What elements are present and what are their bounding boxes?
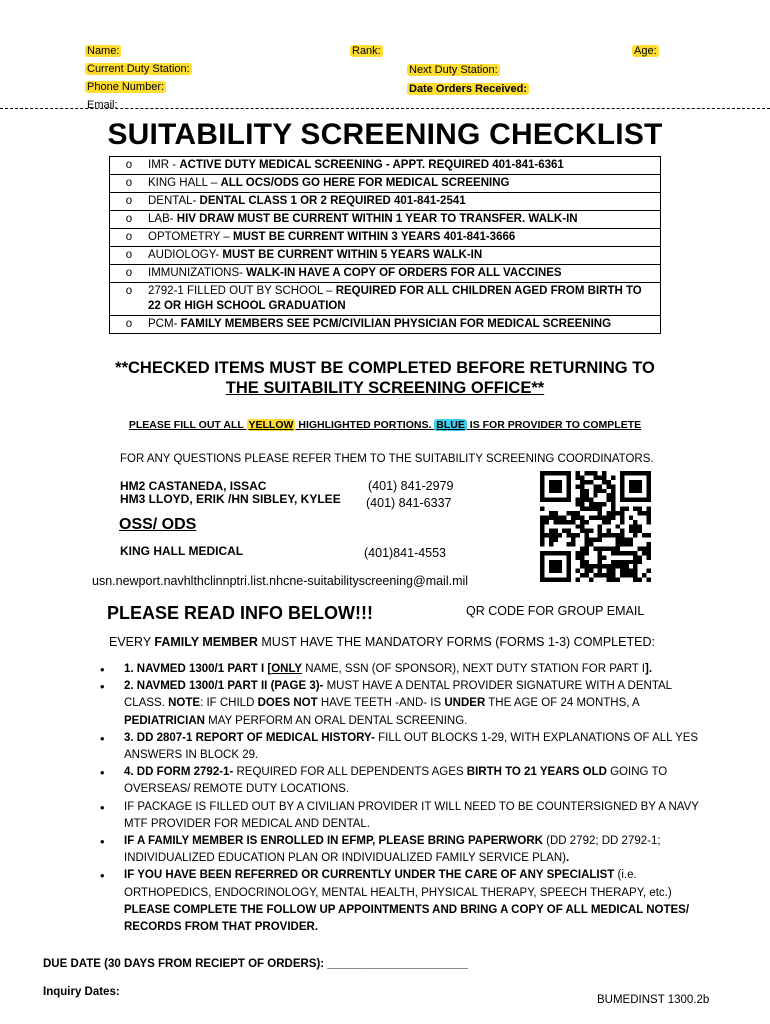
age-label: Age: [634,45,657,57]
checked-notice-line1: **CHECKED ITEMS MUST BE COMPLETED BEFORE RETURNING TO [115,359,655,377]
info-text-segment: IF A FAMILY MEMBER IS ENROLLED IN EFMP, PLEASE BRING PAPERWORK [124,835,547,848]
next-duty-station-field[interactable] [407,63,500,77]
checklist-row [110,283,661,316]
king-hall-phone: (401)841-4553 [364,546,447,560]
rank-label: Rank: [352,45,381,57]
checklist-row [110,193,661,211]
checkbox-bullet[interactable]: o [110,247,149,265]
info-text-segment: IF YOU HAVE BEEN REFERRED OR CURRENTLY UNDER THE CARE OF ANY SPECIALIST [124,869,618,882]
checklist-row [110,316,661,334]
checklist-item-requirement: REQUIRED FOR ALL CHILDREN AGED FROM BIRTH TO 22 OR HIGH SCHOOL GRADUATION [148,285,642,312]
checklist-item-requirement: MUST BE CURRENT WITHIN 5 YEARS WALK-IN [222,249,483,261]
info-text-segment: IF PACKAGE IS FILLED OUT BY A CIVILIAN PROVIDER IT WILL NEED TO BE COUNTERSIGNED BY A NAVY MTF PROVIDER FOR MEDICAL AND DENTAL. [124,800,699,830]
checklist-item-text [148,175,661,193]
info-list-item [100,799,700,833]
info-text-segment: (i.e. ORTHOPEDICS, ENDOCRINOLOGY, MENTAL HEALTH, PHYSICAL THERAPY, SPEECH THERAPY, etc.) [124,869,672,899]
group-email-address[interactable]: usn.newport.navhlthclinnptri.list.nhcne-suitabilityscreening@mail.mil [92,574,469,588]
next-duty-station-label: Next Duty Station: [409,64,498,76]
checklist-item-text [148,247,661,265]
info-text-segment: THE AGE OF 24 MONTHS, A [485,697,640,710]
every-family-bold: FAMILY MEMBER [154,635,258,649]
info-list-item [100,730,700,764]
checklist-row [110,211,661,229]
page-title: SUITABILITY SCREENING CHECKLIST [107,118,663,151]
info-list-item [100,661,700,678]
checkbox-bullet[interactable]: o [110,157,149,175]
rank-field[interactable] [350,44,383,58]
checklist-item-prefix: DENTAL- [148,195,200,207]
date-orders-received-label: Date Orders Received: [409,83,527,95]
checklist-item-text [148,316,661,334]
checklist-item-text [148,157,661,175]
bullet-icon: • [100,834,105,850]
checkbox-bullet[interactable]: o [110,265,149,283]
info-text-segment: (DD 2792; DD 2792-1; INDIVIDUALIZED EDUCATION PLAN OR INDIVIDUALIZED FAMILY SERVICE PLAN) [124,835,661,865]
checklist-item-requirement: MUST BE CURRENT WITHIN 3 YEARS 401-841-3666 [233,231,516,243]
info-text-segment: DOES NOT [257,697,318,710]
coordinator-phone-2: (401) 841-6337 [366,496,452,510]
fill-notice [0,419,770,431]
bullet-icon: • [100,679,105,695]
inquiry-dates-field[interactable]: Inquiry Dates: [43,986,120,998]
phone-number-field[interactable] [85,80,166,94]
checklist-item-prefix: 2792-1 FILLED OUT BY SCHOOL – [148,285,336,297]
bullet-icon: • [100,765,105,781]
fill-notice-part3: IS FOR PROVIDER TO COMPLETE [466,419,642,431]
info-text-segment: 3. DD 2807-1 REPORT OF MEDICAL HISTORY- [124,731,379,744]
info-text-segment: 1. NAVMED 1300/1 PART I [ [124,663,272,675]
checklist-item-requirement: ALL OCS/ODS GO HERE FOR MEDICAL SCREENING [220,177,510,189]
coordinator-name-1: HM2 CASTANEDA, ISSAC [120,479,267,493]
coordinator-phone-1: (401) 841-2979 [368,479,454,493]
info-text-segment: FILL OUT BLOCKS 1-29, WITH EXPLANATIONS OF ALL YES ANSWERS IN BLOCK 29. [124,731,699,762]
email-field[interactable] [87,98,118,112]
name-label: Name: [87,45,120,57]
every-family-p1: EVERY [109,635,155,649]
date-orders-received-field[interactable] [407,82,529,96]
questions-text: FOR ANY QUESTIONS PLEASE REFER THEM TO THE SUITABILITY SCREENING COORDINATORS. [120,453,654,465]
checkbox-bullet[interactable]: o [110,283,149,316]
bullet-icon: • [100,799,105,815]
checklist-item-prefix: IMR - [148,159,180,171]
qr-code-icon[interactable] [540,469,651,584]
name-field[interactable] [85,44,121,58]
due-date-field[interactable]: DUE DATE (30 DAYS FROM RECIEPT OF ORDERS): ______________________ [43,958,469,970]
info-list-item [100,678,700,730]
checklist-item-text [148,229,661,247]
checkbox-bullet[interactable]: o [110,229,149,247]
checklist-item-prefix: AUDIOLOGY- [148,249,223,261]
every-family-member-text [109,635,655,649]
age-field[interactable] [632,44,659,58]
fill-notice-part2: HIGHLIGHTED PORTIONS. [295,419,435,431]
yellow-highlight-word: YELLOW [248,419,294,431]
info-text-segment: . [566,852,570,865]
checkbox-bullet[interactable]: o [110,211,149,229]
checklist-item-prefix: PCM- [148,318,181,330]
checklist-table [109,156,661,334]
oss-ods-heading: OSS/ ODS [119,516,197,533]
info-list-item [100,833,700,867]
checklist-item-text [148,193,661,211]
blue-highlight-word: BLUE [436,419,465,431]
checklist-row [110,229,661,247]
info-text-segment: MAY PERFORM AN ORAL DENTAL SCREENING. [204,714,468,727]
info-text-segment: BIRTH TO 21 YEARS OLD [466,766,607,779]
checklist-item-requirement: WALK-IN HAVE A COPY OF ORDERS FOR ALL VACCINES [246,267,562,279]
info-text-segment: NOTE [168,697,201,710]
info-text-segment: PLEASE COMPLETE THE FOLLOW UP APPOINTMENTS AND BRING A COPY OF ALL MEDICAL NOTES/ RECORDS FROM THAT PROVIDER. [124,903,690,934]
info-text-segment: HAVE TEETH -AND- IS [317,697,445,710]
checklist-row [110,247,661,265]
bullet-icon: • [100,662,105,677]
info-text-segment: NAME, SSN (OF SPONSOR), NEXT DUTY STATION FOR PART I [302,663,646,675]
header-divider [0,108,770,109]
info-text-segment: 2. NAVMED 1300/1 PART II (PAGE 3)- [124,680,327,693]
checkbox-bullet[interactable]: o [110,316,149,334]
info-text-segment: MUST HAVE A DENTAL PROVIDER SIGNATURE WITH A DENTAL CLASS. [124,680,672,710]
checked-notice-line2: THE SUITABILITY SCREENING OFFICE** [225,379,545,397]
coordinator-name-2: HM3 LLOYD, ERIK /HN SIBLEY, KYLEE [120,492,341,506]
checklist-row [110,157,661,175]
checklist-row [110,175,661,193]
bullet-icon: • [100,730,105,746]
info-text-segment: GOING TO OVERSEAS/ REMOTE DUTY LOCATIONS. [124,766,668,796]
info-list-item [100,764,700,798]
checklist-item-prefix: OPTOMETRY – [148,231,233,243]
checklist-item-prefix: IMMUNIZATIONS- [148,267,247,279]
fill-notice-part1: PLEASE FILL OUT ALL [128,419,247,431]
info-bullet-list [100,661,700,936]
checklist-item-prefix: KING HALL – [148,177,221,189]
info-text-segment: REQUIRED FOR ALL DEPENDENTS AGES [236,766,467,779]
checkbox-bullet[interactable]: o [110,175,149,193]
info-text-segment: ]. [645,663,653,675]
please-read-heading: PLEASE READ INFO BELOW!!! [107,603,373,623]
instruction-reference: BUMEDINST 1300.2b [597,994,710,1006]
king-hall-name: KING HALL MEDICAL [120,544,244,558]
current-duty-station-field[interactable] [85,62,192,76]
info-list-item [100,867,700,936]
checkbox-bullet[interactable]: o [110,193,149,211]
qr-code-caption: QR CODE FOR GROUP EMAIL [466,604,645,618]
info-text-segment: ONLY [271,663,303,675]
checklist-item-requirement: FAMILY MEMBERS SEE PCM/CIVILIAN PHYSICIAN FOR MEDICAL SCREENING [180,318,612,330]
phone-number-label: Phone Number: [87,81,165,93]
checklist-item-text [148,283,661,316]
bullet-icon: • [100,868,105,884]
checklist-item-requirement: ACTIVE DUTY MEDICAL SCREENING - APPT. REQUIRED 401-841-6361 [179,159,564,171]
checklist-item-prefix: LAB- [148,213,177,225]
checklist-item-requirement: HIV DRAW MUST BE CURRENT WITHIN 1 YEAR TO TRANSFER. WALK-IN [176,213,578,225]
every-family-p2: MUST HAVE THE MANDATORY FORMS (FORMS 1-3) COMPLETED: [257,635,655,649]
info-text-segment: 4. DD FORM 2792-1- [124,766,237,779]
info-text-segment: PEDIATRICIAN [124,714,205,727]
info-text-segment: : IF CHILD [200,697,258,710]
checklist-item-text [148,265,661,283]
info-text-segment: UNDER [444,697,486,710]
checklist-row [110,265,661,283]
checklist-item-requirement: DENTAL CLASS 1 OR 2 REQUIRED 401-841-2541 [199,195,466,207]
checklist-item-text [148,211,661,229]
email-label: Email: [87,99,118,111]
current-duty-station-label: Current Duty Station: [87,63,190,75]
